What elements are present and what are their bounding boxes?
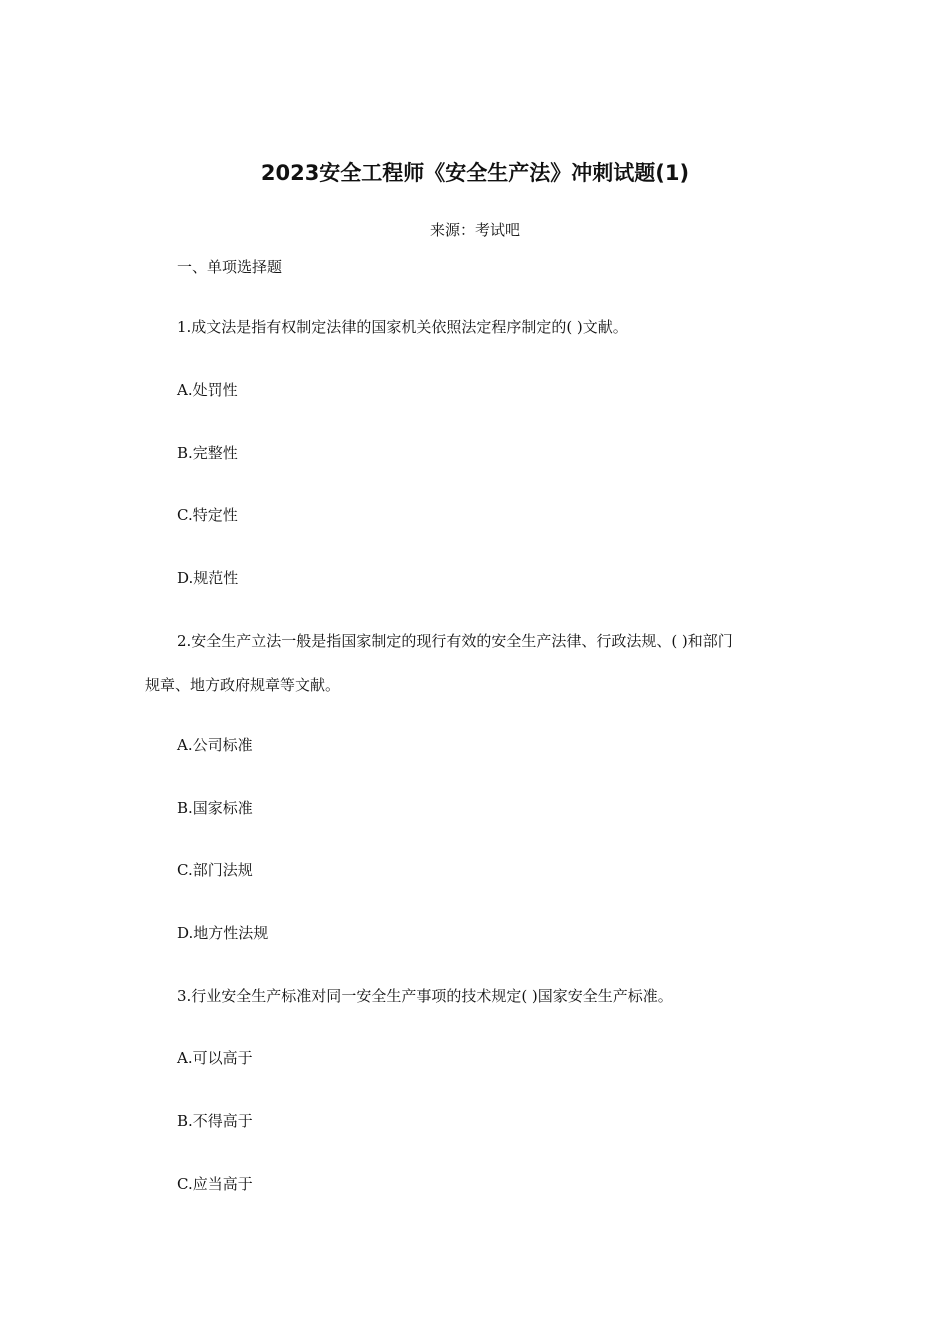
question-3-option-b: B.不得高于 [177, 1112, 253, 1130]
section-heading: 一、单项选择题 [177, 258, 283, 276]
question-1-option-a: A.处罚性 [177, 381, 238, 399]
question-3-option-a: A.可以高于 [177, 1049, 253, 1067]
source-line: 来源：考试吧 [429, 221, 520, 239]
question-1-stem: 1.成文法是指有权制定法律的国家机关依照法定程序制定的( )文献。 [177, 318, 628, 336]
question-2-option-d: D.地方性法规 [177, 924, 269, 942]
question-2-option-a: A.公司标准 [177, 736, 253, 754]
question-2-stem-line2: 规章、地方政府规章等文献。 [145, 676, 341, 694]
question-3-option-c: C.应当高于 [177, 1175, 253, 1193]
question-1-option-c: C.特定性 [177, 506, 238, 524]
question-1-option-d: D.规范性 [177, 569, 239, 587]
question-2-option-c: C.部门法规 [177, 861, 253, 879]
question-1-option-b: B.完整性 [177, 444, 238, 462]
document-title: 2023安全工程师《安全生产法》冲刺试题(1) [260, 161, 690, 185]
question-3-stem: 3.行业安全生产标准对同一安全生产事项的技术规定( )国家安全生产标准。 [177, 987, 673, 1005]
question-2-option-b: B.国家标准 [177, 799, 253, 817]
question-2-stem-line1: 2.安全生产立法一般是指国家制定的现行有效的安全生产法律、行政法规、( )和部门 [177, 632, 733, 650]
